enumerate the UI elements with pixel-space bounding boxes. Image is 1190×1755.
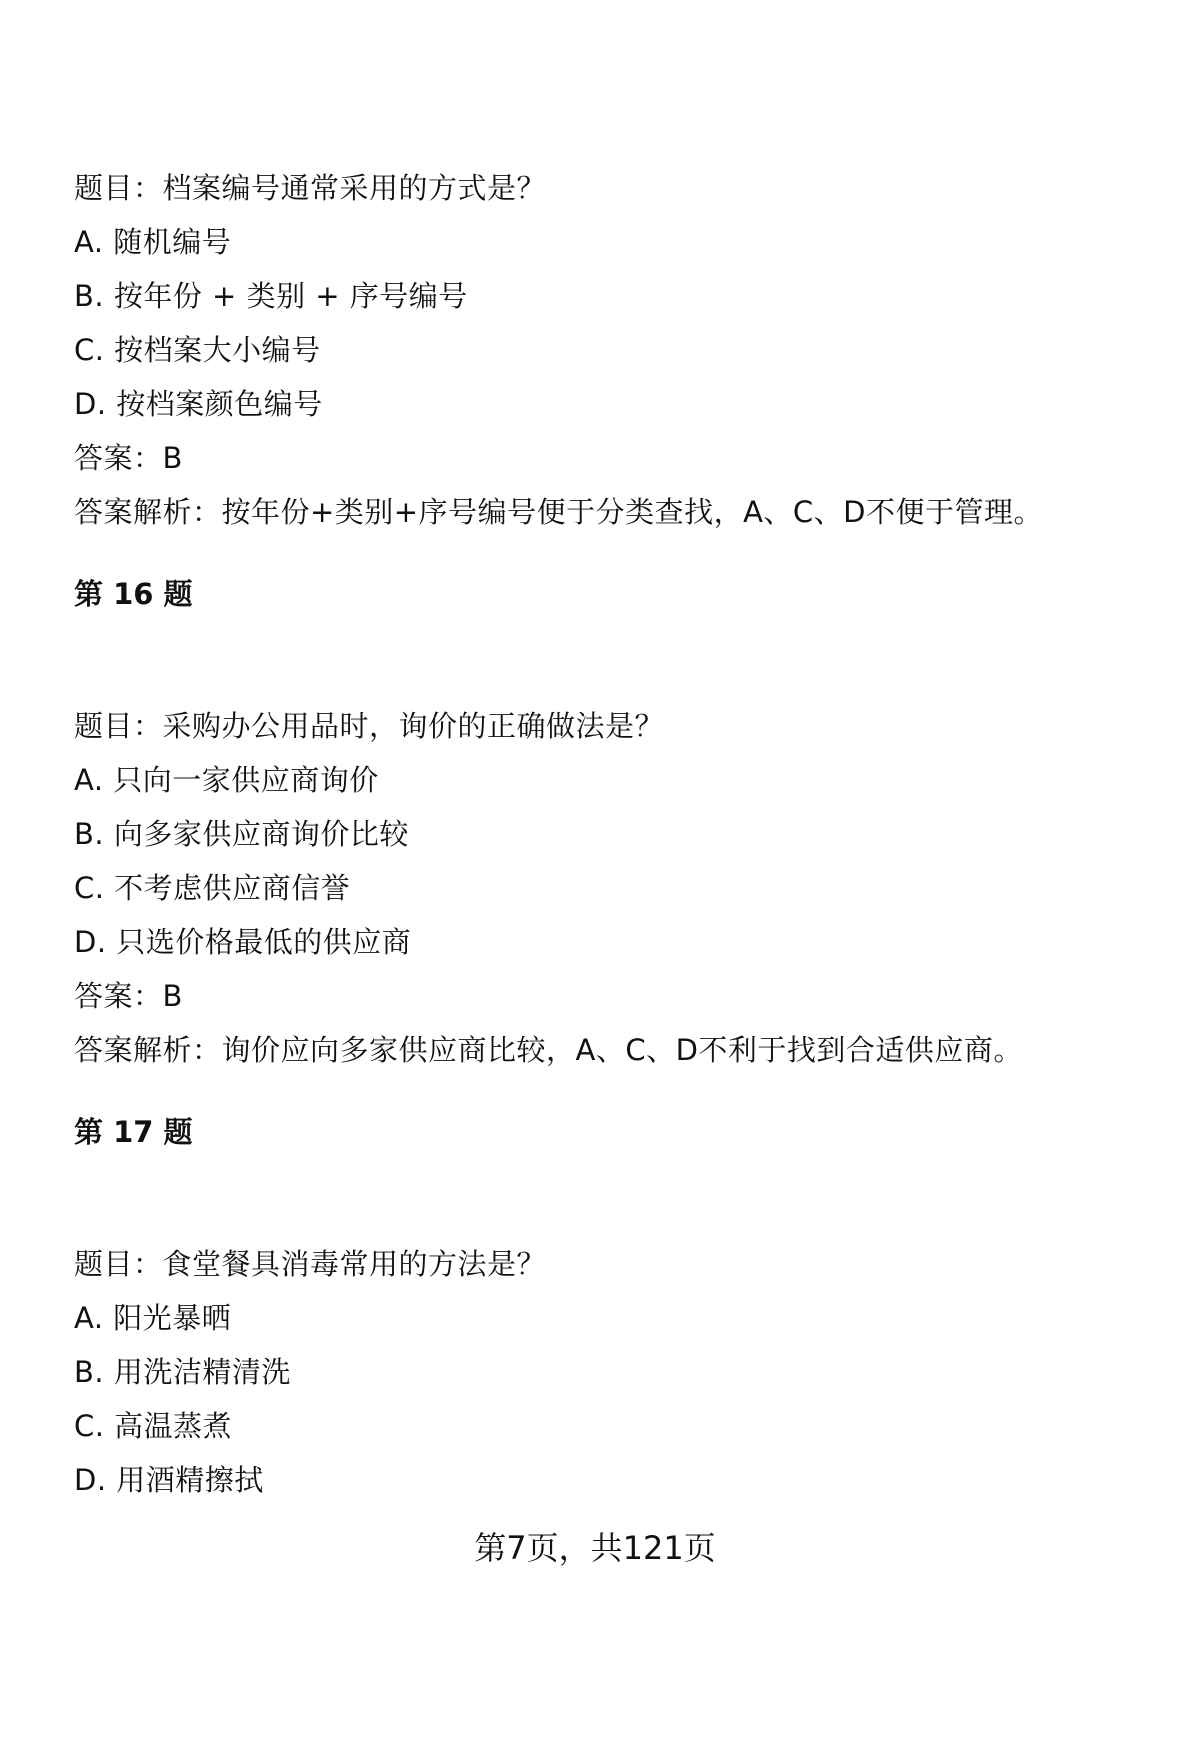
q15-option-c: C. 按档案大小编号 bbox=[74, 333, 321, 367]
q15-answer: 答案：B bbox=[74, 441, 183, 475]
q15-option-d: D. 按档案颜色编号 bbox=[74, 387, 323, 421]
q17-option-b: B. 用洗洁精清洗 bbox=[74, 1355, 291, 1389]
q17-option-a: A. 阳光暴晒 bbox=[74, 1301, 232, 1335]
q15-question: 题目：档案编号通常采用的方式是？ bbox=[74, 171, 547, 205]
q16-question: 题目：采购办公用品时，询价的正确做法是？ bbox=[74, 709, 665, 743]
q16-option-b: B. 向多家供应商询价比较 bbox=[74, 817, 409, 851]
q15-analysis: 答案解析：按年份+类别+序号编号便于分类查找，A、C、D不便于管理。 bbox=[74, 495, 1044, 529]
q15-option-b: B. 按年份 + 类别 + 序号编号 bbox=[74, 279, 468, 313]
q16-option-c: C. 不考虑供应商信誉 bbox=[74, 871, 351, 905]
q16-option-d: D. 只选价格最低的供应商 bbox=[74, 925, 412, 959]
q17-option-c: C. 高温蒸煮 bbox=[74, 1409, 233, 1443]
q15-option-a: A. 随机编号 bbox=[74, 225, 232, 259]
q17-heading: 第 17 题 bbox=[74, 1115, 193, 1149]
page-number: 第7页，共121页 bbox=[474, 1529, 716, 1567]
q16-heading: 第 16 题 bbox=[74, 577, 193, 611]
q16-analysis: 答案解析：询价应向多家供应商比较，A、C、D不利于找到合适供应商。 bbox=[74, 1033, 1023, 1067]
q17-question: 题目：食堂餐具消毒常用的方法是？ bbox=[74, 1247, 547, 1281]
q16-answer: 答案：B bbox=[74, 979, 183, 1013]
q16-option-a: A. 只向一家供应商询价 bbox=[74, 763, 379, 797]
q17-option-d: D. 用酒精擦拭 bbox=[74, 1463, 264, 1497]
